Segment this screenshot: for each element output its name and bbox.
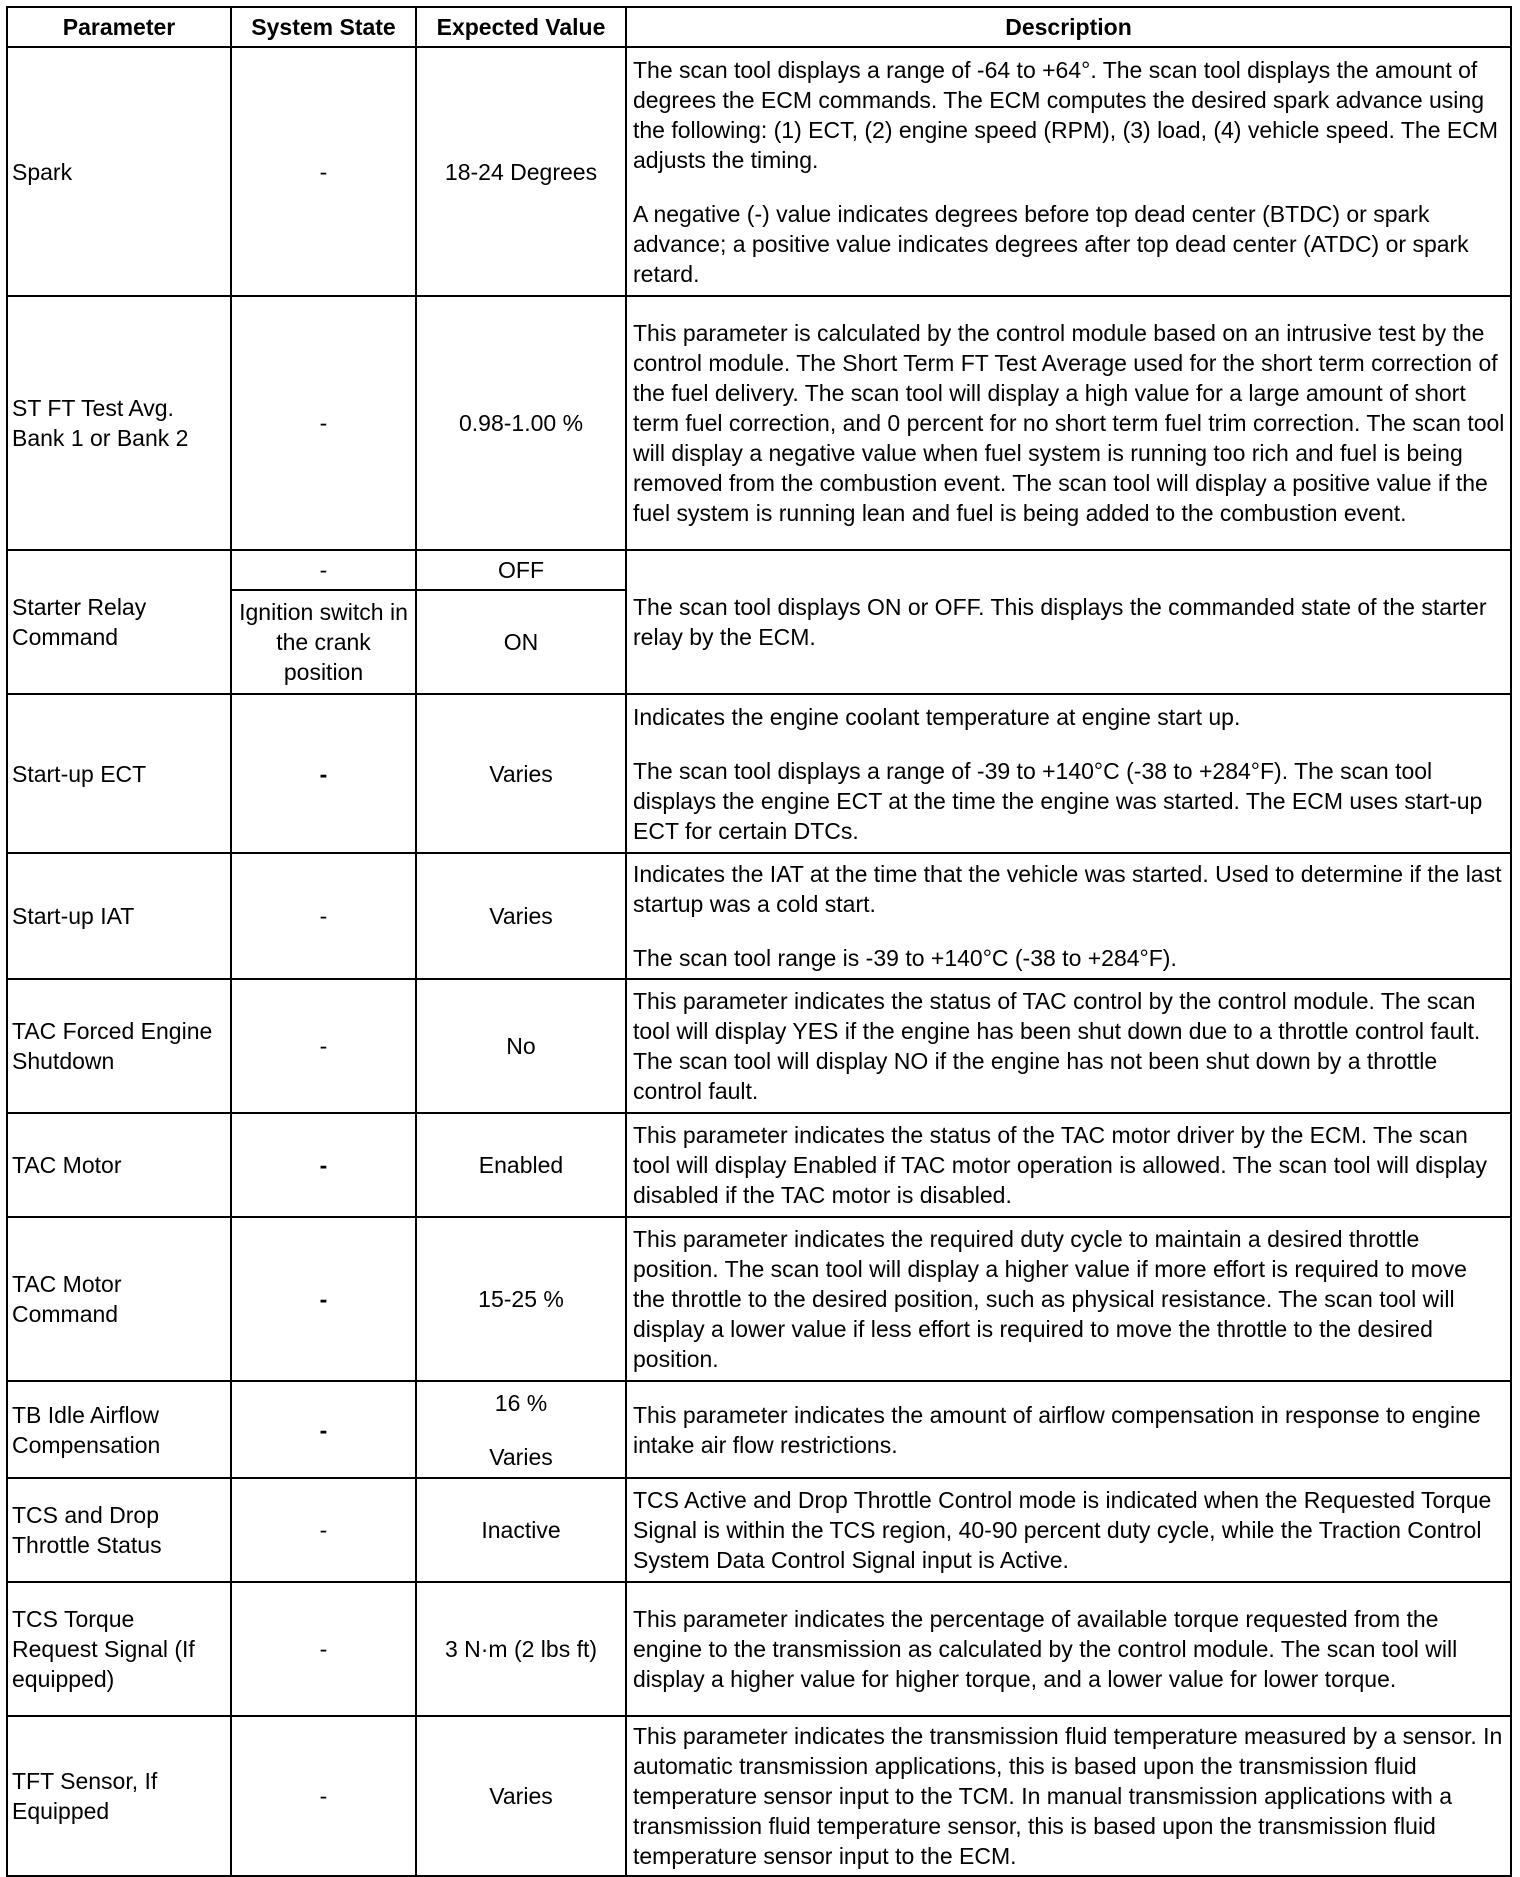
description-cell: This parameter indicates the status of TAC control by the control module. The scan tool will display YES if the engine has been shut down due to a throttle control fault. The scan tool will display NO if the engine has not been shut down by a throttle control fault.	[626, 979, 1511, 1113]
system-state-cell: -	[231, 853, 416, 979]
system-state-cell: -	[231, 1716, 416, 1876]
expected-value-cell: Inactive	[416, 1478, 626, 1582]
system-state-cell: -	[231, 1582, 416, 1716]
system-state-cell: -	[231, 47, 416, 296]
parameter-cell: TFT Sensor, If Equipped	[7, 1716, 231, 1876]
table-row-tft-sensor	[7, 1716, 1511, 1876]
table-row-tac-motor-command	[7, 1217, 1511, 1381]
description-cell	[626, 853, 1511, 979]
system-state-cell: Ignition switch in the crank position	[231, 590, 416, 694]
parameter-cell: ST FT Test Avg. Bank 1 or Bank 2	[7, 296, 231, 550]
expected-value-cell: Enabled	[416, 1113, 626, 1217]
expected-value-cell: 0.98-1.00 %	[416, 296, 626, 550]
parameter-cell: TB Idle Airflow Compensation	[7, 1381, 231, 1478]
description-paragraph: The scan tool displays a range of -39 to +140°C (-38 to +284°F). The scan tool displays the engine ECT at the time the engine was started. The ECM uses start-up ECT for certain DTCs.	[633, 757, 1483, 844]
header-system-state: System State	[231, 7, 416, 47]
system-state-cell: -	[231, 1217, 416, 1381]
expected-value-secondary: Varies	[489, 1443, 553, 1470]
header-expected-value: Expected Value	[416, 7, 626, 47]
system-state-cell: -	[231, 1478, 416, 1582]
document-page	[6, 6, 1510, 1877]
system-state-cell: -	[231, 1113, 416, 1217]
expected-value-cell: Varies	[416, 1716, 626, 1876]
table-row-tac-motor	[7, 1113, 1511, 1217]
description-paragraph: Indicates the engine coolant temperature at engine start up.	[633, 703, 1241, 730]
table-row-tac-forced-engine-shutdown	[7, 979, 1511, 1113]
parameter-cell: TAC Forced Engine Shutdown	[7, 979, 231, 1113]
system-state-cell: -	[231, 550, 416, 590]
table-row-tb-idle-airflow	[7, 1381, 1511, 1478]
parameter-table	[6, 6, 1512, 1877]
description-cell: This parameter indicates the percentage of available torque requested from the engine to the transmission as calculated by the control module. The scan tool will display a higher value for higher torque, and a lower value for lower torque.	[626, 1582, 1511, 1716]
parameter-cell: Start-up IAT	[7, 853, 231, 979]
expected-value-cell: 15-25 %	[416, 1217, 626, 1381]
expected-value-primary: 16 %	[494, 1389, 548, 1416]
header-row	[7, 7, 1511, 47]
table-row-st-ft-test-avg	[7, 296, 1511, 550]
description-paragraph: The scan tool range is -39 to +140°C (-38 to +284°F).	[633, 945, 1177, 971]
parameter-cell: Start-up ECT	[7, 694, 231, 853]
expected-value-cell: Varies	[416, 694, 626, 853]
table-row-starter-relay-off	[7, 550, 1511, 590]
system-state-cell: -	[231, 296, 416, 550]
parameter-cell: TAC Motor Command	[7, 1217, 231, 1381]
parameter-cell: TCS and Drop Throttle Status	[7, 1478, 231, 1582]
expected-value-cell: ON	[416, 590, 626, 694]
system-state-cell: -	[231, 979, 416, 1113]
description-cell: TCS Active and Drop Throttle Control mode is indicated when the Requested Torque Signal is within the TCS region, 40-90 percent duty cycle, while the Traction Control System Data Control Signal input is Active.	[626, 1478, 1511, 1582]
parameter-cell: TAC Motor	[7, 1113, 231, 1217]
parameter-cell: Spark	[7, 47, 231, 296]
table-row-tcs-drop-throttle	[7, 1478, 1511, 1582]
expected-value-cell	[416, 1381, 626, 1478]
expected-value-cell: OFF	[416, 550, 626, 590]
description-cell	[626, 694, 1511, 853]
description-cell	[626, 47, 1511, 296]
description-cell: The scan tool displays ON or OFF. This displays the commanded state of the starter relay by the ECM.	[626, 550, 1511, 694]
table-row-spark	[7, 47, 1511, 296]
description-paragraph: Indicates the IAT at the time that the vehicle was started. Used to determine if the last startup was a cold start.	[633, 861, 1502, 917]
expected-value-cell: No	[416, 979, 626, 1113]
parameter-cell: Starter Relay Command	[7, 550, 231, 694]
system-state-cell: -	[231, 1381, 416, 1478]
table-row-tcs-torque-request	[7, 1582, 1511, 1716]
description-cell: This parameter indicates the amount of airflow compensation in response to engine intake air flow restrictions.	[626, 1381, 1511, 1478]
description-cell: This parameter indicates the transmission fluid temperature measured by a sensor. In automatic transmission applications, this is based upon the transmission fluid temperature sensor input to the TCM. In manual transmission applications with a transmission fluid temperature sensor, this is based upon the transmission fluid temperature sensor input to the ECM.	[626, 1716, 1511, 1876]
description-paragraph: The scan tool displays a range of -64 to +64°. The scan tool displays the amount of degrees the ECM commands. The ECM computes the desired spark advance using the following: (1) ECT, (2) engine speed (RPM), (3) load, (4) vehicle speed. The ECM adjusts the timing.	[633, 56, 1499, 173]
description-paragraph: A negative (-) value indicates degrees before top dead center (BTDC) or spark advance; a positive value indicates degrees after top dead center (ATDC) or spark retard.	[633, 200, 1469, 287]
description-cell: This parameter indicates the required duty cycle to maintain a desired throttle position. The scan tool will display a higher value if more effort is required to move the throttle to the desired position, such as physical resistance. The scan tool will display a lower value if less effort is required to move the throttle to the desired position.	[626, 1217, 1511, 1381]
parameter-cell: TCS Torque Request Signal (If equipped)	[7, 1582, 231, 1716]
header-parameter: Parameter	[7, 7, 231, 47]
system-state-cell: -	[231, 694, 416, 853]
table-row-startup-iat	[7, 853, 1511, 979]
expected-value-cell: 3 N·m (2 lbs ft)	[416, 1582, 626, 1716]
header-description: Description	[626, 7, 1511, 47]
description-cell: This parameter indicates the status of the TAC motor driver by the ECM. The scan tool will display Enabled if TAC motor operation is allowed. The scan tool will display disabled if the TAC motor is disabled.	[626, 1113, 1511, 1217]
expected-value-cell: Varies	[416, 853, 626, 979]
table-row-startup-ect	[7, 694, 1511, 853]
expected-value-cell: 18-24 Degrees	[416, 47, 626, 296]
description-cell: This parameter is calculated by the control module based on an intrusive test by the control module. The Short Term FT Test Average used for the short term correction of the fuel delivery. The scan tool will display a high value for a large amount of short term fuel correction, and 0 percent for no short term fuel trim correction. The scan tool will display a negative value when fuel system is running too rich and fuel is being removed from the combustion event. The scan tool will display a positive value if the fuel system is running lean and fuel is being added to the combustion event.	[626, 296, 1511, 550]
